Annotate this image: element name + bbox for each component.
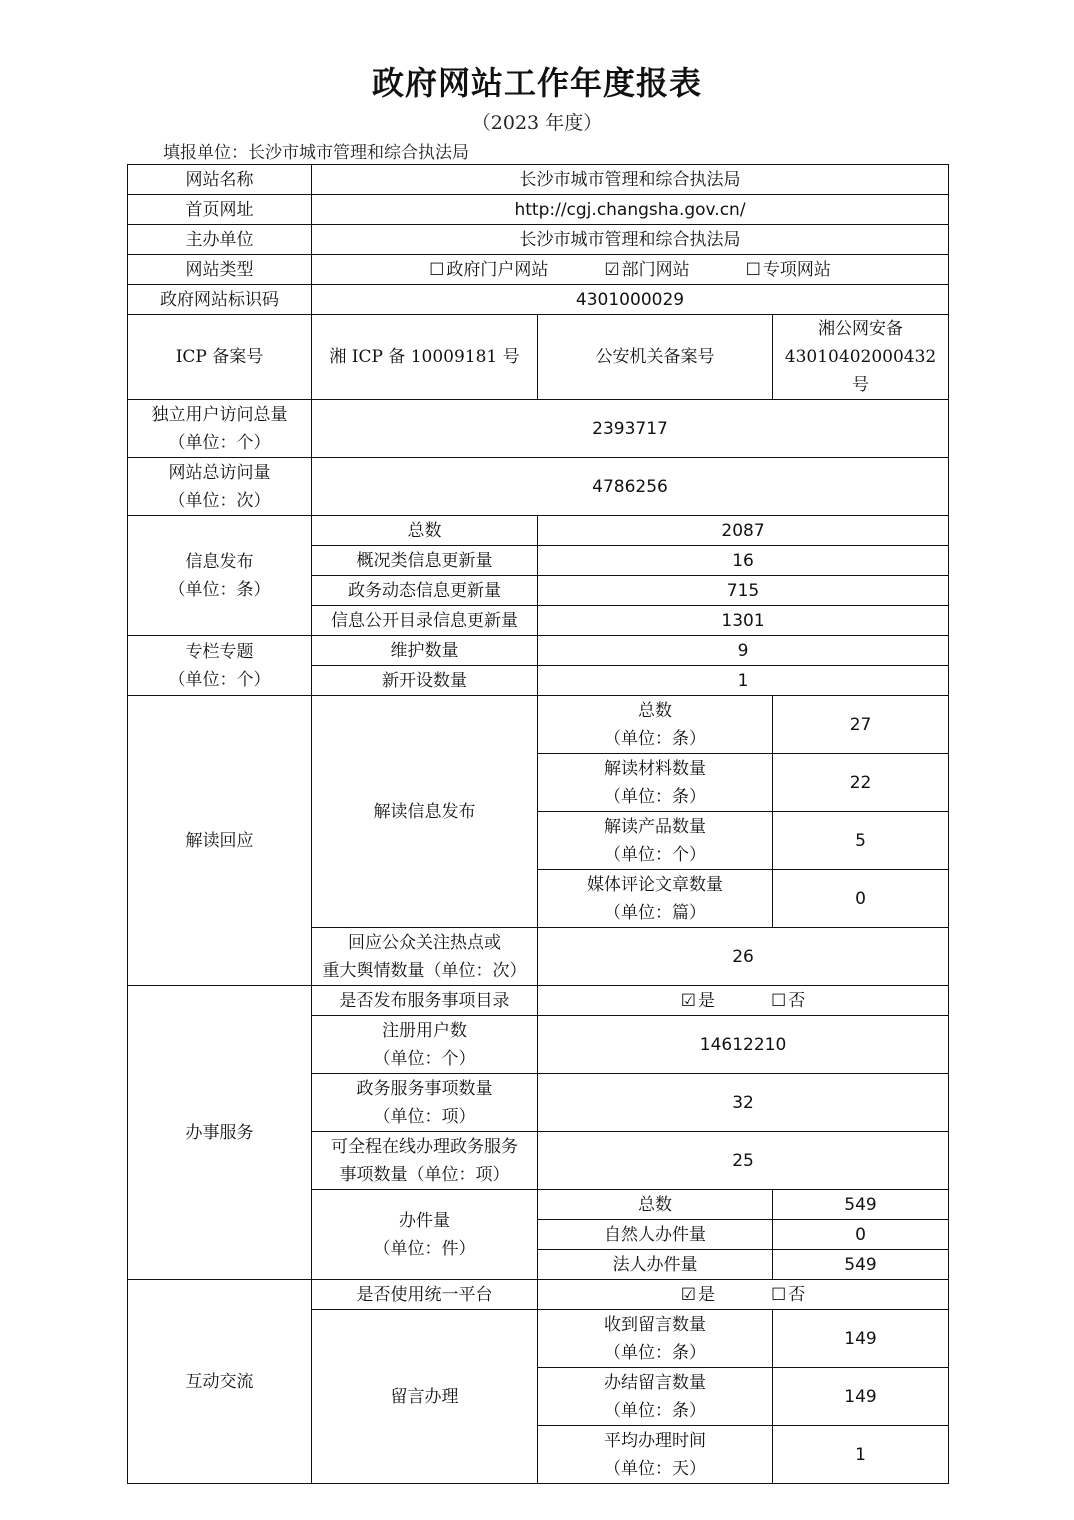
response-label-line2: 重大舆情数量（单位：次） xyxy=(322,960,527,981)
registered-value: 14612210 xyxy=(538,1016,949,1074)
registered-label-line2: （单位：个） xyxy=(373,1048,476,1069)
table-row xyxy=(128,165,949,195)
message-item-label-line2: （单位：条） xyxy=(604,1342,706,1363)
table-row xyxy=(128,285,949,315)
services-label: 办事服务 xyxy=(128,986,312,1280)
icp-value: 湘 ICP 备 10009181 号 xyxy=(312,315,538,400)
interpret-item-label xyxy=(538,870,773,928)
online-items-label xyxy=(312,1132,538,1190)
table-row xyxy=(128,255,949,285)
site-name-value: 长沙市城市管理和综合执法局 xyxy=(312,165,949,195)
police-record-label: 公安机关备案号 xyxy=(538,315,773,400)
columns-label-line1: 专栏专题 xyxy=(185,641,254,662)
icp-label: ICP 备案号 xyxy=(128,315,312,400)
online-items-label-line2: 事项数量（单位：项） xyxy=(339,1164,510,1185)
interpret-item-label xyxy=(538,812,773,870)
service-items-label-line1: 政务服务事项数量 xyxy=(356,1078,493,1099)
cases-label xyxy=(312,1190,538,1280)
platform-options xyxy=(538,1280,949,1310)
uv-value: 2393717 xyxy=(312,400,949,458)
option-portal: 政府门户网站 xyxy=(446,259,549,280)
homepage-label: 首页网址 xyxy=(128,195,312,225)
message-item-label xyxy=(538,1368,773,1426)
interpret-item-label-line2: （单位：条） xyxy=(604,786,706,807)
message-item-value: 149 xyxy=(773,1368,949,1426)
sponsor-value: 长沙市城市管理和综合执法局 xyxy=(312,225,949,255)
site-id-label: 政府网站标识码 xyxy=(128,285,312,315)
police-record-value-line1: 湘公网安备 xyxy=(818,319,904,339)
message-item-label-line1: 办结留言数量 xyxy=(604,1372,706,1393)
registered-label-line1: 注册用户数 xyxy=(382,1020,467,1041)
report-title: 政府网站工作年度报表 xyxy=(371,64,702,102)
interpret-item-label-line2: （单位：条） xyxy=(604,728,706,749)
option-special: 专项网站 xyxy=(762,259,831,280)
interpret-item-value: 27 xyxy=(773,696,949,754)
message-item-label-line2: （单位：条） xyxy=(604,1400,706,1421)
cases-item-label: 法人办件量 xyxy=(538,1250,773,1280)
columns-item-value: 9 xyxy=(538,636,949,666)
interpret-item-label xyxy=(538,696,773,754)
interpret-item-label-line2: （单位：个） xyxy=(604,844,706,865)
service-items-value: 32 xyxy=(538,1074,949,1132)
uv-label-line2: （单位：个） xyxy=(168,432,271,453)
sponsor-label: 主办单位 xyxy=(128,225,312,255)
cases-item-value: 0 xyxy=(773,1220,949,1250)
message-item-label-line1: 平均办理时间 xyxy=(604,1430,706,1451)
info-item-label: 总数 xyxy=(312,516,538,546)
catalog-label: 是否发布服务事项目录 xyxy=(312,986,538,1016)
interpret-item-value: 22 xyxy=(773,754,949,812)
response-label xyxy=(312,928,538,986)
checkbox-unchecked-icon: ☐ xyxy=(745,259,761,280)
message-item-label-line1: 收到留言数量 xyxy=(604,1314,706,1335)
registered-label xyxy=(312,1016,538,1074)
interpret-publish-label: 解读信息发布 xyxy=(312,696,538,928)
report-year: （2023 年度） xyxy=(471,112,603,134)
table-row xyxy=(128,986,949,1016)
columns-label-line2: （单位：个） xyxy=(168,669,271,690)
homepage-url[interactable]: http://cgj.changsha.gov.cn/ xyxy=(312,195,949,225)
columns-item-label: 新开设数量 xyxy=(312,666,538,696)
info-publish-label-line2: （单位：条） xyxy=(168,579,271,600)
columns-item-label: 维护数量 xyxy=(312,636,538,666)
table-row xyxy=(128,636,949,666)
site-type-label: 网站类型 xyxy=(128,255,312,285)
checkbox-unchecked-icon: ☐ xyxy=(771,1284,787,1305)
interpret-item-label-line1: 总数 xyxy=(638,700,672,721)
platform-yes: 是 xyxy=(698,1284,716,1305)
info-item-value: 2087 xyxy=(538,516,949,546)
message-label: 留言办理 xyxy=(312,1310,538,1484)
police-record-value-line2: 43010402000432 号 xyxy=(784,347,937,395)
interpret-item-value: 5 xyxy=(773,812,949,870)
catalog-yes: 是 xyxy=(698,990,716,1011)
online-items-label-line1: 可全程在线办理政务服务 xyxy=(331,1136,518,1157)
interpret-item-label-line1: 解读材料数量 xyxy=(604,758,706,779)
cases-item-value: 549 xyxy=(773,1250,949,1280)
message-item-value: 149 xyxy=(773,1310,949,1368)
site-name-label: 网站名称 xyxy=(128,165,312,195)
service-items-label xyxy=(312,1074,538,1132)
info-item-label: 概况类信息更新量 xyxy=(312,546,538,576)
table-row xyxy=(128,458,949,516)
table-row xyxy=(128,696,949,754)
interpret-label: 解读回应 xyxy=(128,696,312,986)
platform-no: 否 xyxy=(788,1284,806,1305)
police-record-value xyxy=(773,315,949,400)
message-item-label xyxy=(538,1310,773,1368)
reporting-unit: 填报单位：长沙市城市管理和综合执法局 xyxy=(163,143,469,163)
checkbox-unchecked-icon: ☐ xyxy=(771,990,787,1011)
info-item-value: 1301 xyxy=(538,606,949,636)
interpret-item-label-line2: （单位：篇） xyxy=(604,902,706,923)
columns-item-value: 1 xyxy=(538,666,949,696)
message-item-label xyxy=(538,1426,773,1484)
table-row xyxy=(128,225,949,255)
checkbox-checked-icon: ☑ xyxy=(604,259,620,280)
table-row xyxy=(128,1280,949,1310)
catalog-no: 否 xyxy=(788,990,806,1011)
uv-label xyxy=(128,400,312,458)
table-row xyxy=(128,315,949,400)
checkbox-unchecked-icon: ☐ xyxy=(429,259,445,280)
pv-label xyxy=(128,458,312,516)
cases-label-line1: 办件量 xyxy=(399,1210,450,1231)
cases-item-label: 自然人办件量 xyxy=(538,1220,773,1250)
online-items-value: 25 xyxy=(538,1132,949,1190)
response-value: 26 xyxy=(538,928,949,986)
info-item-value: 16 xyxy=(538,546,949,576)
response-label-line1: 回应公众关注热点或 xyxy=(348,932,501,953)
info-item-value: 715 xyxy=(538,576,949,606)
cases-item-label: 总数 xyxy=(538,1190,773,1220)
info-item-label: 信息公开目录信息更新量 xyxy=(312,606,538,636)
checkbox-checked-icon: ☑ xyxy=(680,990,697,1011)
columns-label xyxy=(128,636,312,696)
option-department: 部门网站 xyxy=(621,259,690,280)
cases-label-line2: （单位：件） xyxy=(373,1238,476,1259)
site-id-value: 4301000029 xyxy=(312,285,949,315)
report-table xyxy=(127,164,949,1484)
checkbox-checked-icon: ☑ xyxy=(680,1284,697,1305)
info-item-label: 政务动态信息更新量 xyxy=(312,576,538,606)
pv-value: 4786256 xyxy=(312,458,949,516)
info-publish-label-line1: 信息发布 xyxy=(185,551,254,572)
message-item-label-line2: （单位：天） xyxy=(604,1458,706,1479)
service-items-label-line2: （单位：项） xyxy=(373,1106,476,1127)
pv-label-line2: （单位：次） xyxy=(168,490,271,511)
catalog-options xyxy=(538,986,949,1016)
interaction-label: 互动交流 xyxy=(128,1280,312,1484)
table-row xyxy=(128,400,949,458)
uv-label-line1: 独立用户访问总量 xyxy=(151,404,288,425)
pv-label-line1: 网站总访问量 xyxy=(168,462,271,483)
table-row xyxy=(128,516,949,546)
message-item-value: 1 xyxy=(773,1426,949,1484)
site-type-options xyxy=(312,255,949,285)
interpret-item-label-line1: 解读产品数量 xyxy=(604,816,706,837)
interpret-item-label xyxy=(538,754,773,812)
platform-label: 是否使用统一平台 xyxy=(312,1280,538,1310)
interpret-item-label-line1: 媒体评论文章数量 xyxy=(587,874,723,895)
info-publish-label xyxy=(128,516,312,636)
cases-item-value: 549 xyxy=(773,1190,949,1220)
table-row xyxy=(128,195,949,225)
interpret-item-value: 0 xyxy=(773,870,949,928)
